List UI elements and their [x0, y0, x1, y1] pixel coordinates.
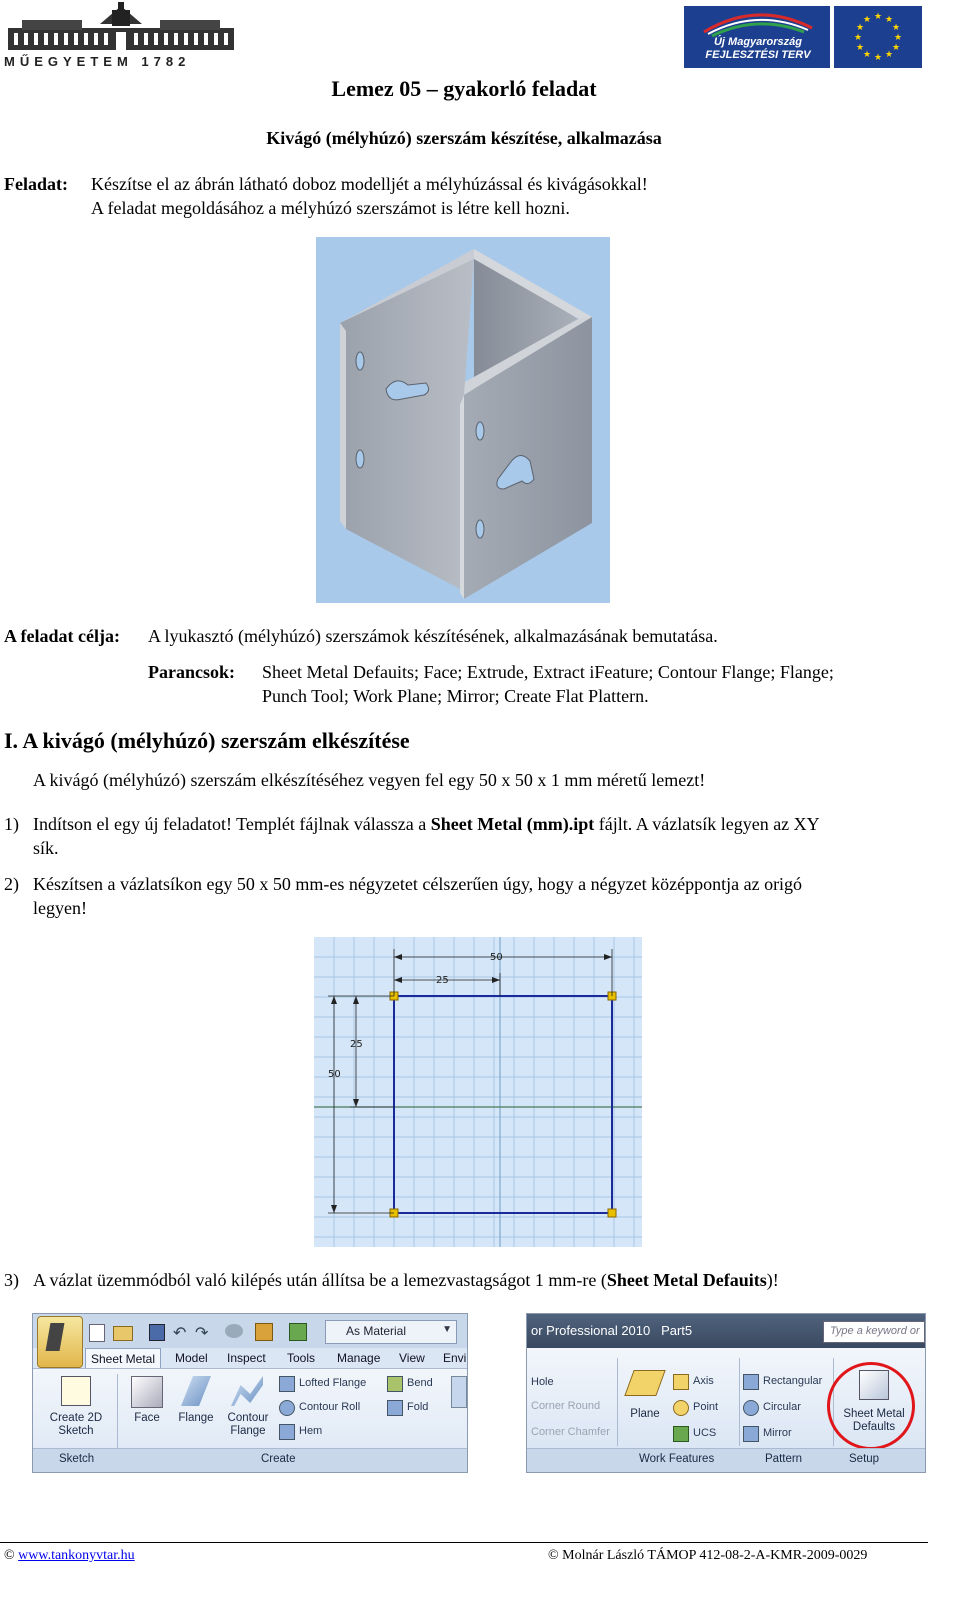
tab-sheet-metal[interactable]: Sheet Metal [85, 1348, 161, 1369]
ucs-label: UCS [693, 1427, 717, 1439]
dim-top-label: 50 [490, 952, 503, 963]
building-icon [4, 2, 238, 54]
sketch-screenshot [314, 937, 642, 1247]
contour-roll-icon [279, 1400, 295, 1416]
inventor-logo-icon [46, 1323, 65, 1351]
panel-sketch-title: Sketch [59, 1453, 95, 1465]
panel-divider [117, 1374, 118, 1454]
search-box[interactable] [823, 1321, 925, 1343]
plane-label: Plane [630, 1408, 660, 1420]
plane-button[interactable] [623, 1358, 667, 1428]
tab-inspect[interactable]: Inspect [227, 1351, 266, 1365]
panel-titlebar [33, 1448, 467, 1473]
circular-pattern-button[interactable] [743, 1398, 833, 1418]
rectangular-label: Rectangular [763, 1375, 823, 1387]
dim-left-half-label: 25 [350, 1039, 363, 1050]
flange-button[interactable] [173, 1374, 219, 1442]
eu-stars-icon [834, 6, 922, 68]
footer-right: © Molnár László TÁMOP 412-08-2-A-KMR-2009-0029 [548, 1548, 868, 1563]
axis-label: Axis [693, 1375, 714, 1387]
tab-view[interactable]: View [399, 1351, 425, 1365]
svg-text:★: ★ [873, 12, 883, 22]
svg-text:★: ★ [884, 50, 894, 60]
goal-text: A lyukasztó (mélyhúzó) szerszámok készítésének, alkalmazásának bemutatása. [148, 626, 718, 646]
bme-logo [4, 2, 238, 70]
update-icon[interactable] [289, 1323, 307, 1341]
point-icon [673, 1400, 689, 1416]
step-2-number: 2) [4, 874, 19, 894]
save-icon[interactable] [149, 1324, 165, 1341]
hem-label: Hem [299, 1425, 323, 1437]
uj-magyarorszag-logo [684, 6, 830, 68]
tab-tools[interactable]: Tools [287, 1351, 316, 1365]
circular-label: Circular [763, 1401, 801, 1413]
svg-text:★: ★ [855, 43, 865, 53]
uj-magyarorszag-text: Új Magyarország FEJLESZTÉSI TERV [705, 36, 811, 61]
contour-flange-icon [231, 1376, 263, 1406]
new-file-icon[interactable] [89, 1324, 105, 1342]
step-1-text-line-2: sík. [33, 838, 59, 858]
next-tool-icon[interactable] [451, 1376, 467, 1408]
ribbon-screenshot-left [32, 1313, 468, 1473]
contour-flange-button[interactable] [221, 1374, 275, 1442]
tab-environments[interactable]: Envi [443, 1351, 467, 1365]
chevron-down-icon: ▼ [442, 1324, 452, 1335]
panel-divider [617, 1358, 618, 1446]
contour-flange-label: Contour Flange [227, 1412, 269, 1437]
mirror-label: Mirror [763, 1427, 792, 1439]
section-heading: I. A kivágó (mélyhúzó) szerszám elkészítése [4, 728, 410, 753]
box-model-render [316, 237, 610, 603]
step-2-text: Készítsen a vázlatsíkon egy 50 x 50 mm-es négyzetet célszerűen úgy, hogy a négyzet középpontja az origó [33, 874, 803, 894]
ribbon-tabs [33, 1348, 467, 1368]
face-icon [131, 1376, 163, 1408]
fold-label: Fold [407, 1401, 429, 1413]
svg-text:★: ★ [891, 43, 901, 53]
point-label: Point [693, 1401, 719, 1413]
page-subtitle: Kivágó (mélyhúzó) szerszám készítése, alkalmazása [266, 128, 662, 148]
section-intro: A kivágó (mélyhúzó) szerszám elkészítéséhez vegyen fel egy 50 x 50 x 1 mm méretű lemezt! [33, 770, 706, 790]
highlight-circle [827, 1362, 915, 1450]
face-button[interactable] [125, 1374, 169, 1442]
footer-left: © www.tankonyvtar.hu [4, 1548, 135, 1563]
ribbon-screenshot-right [526, 1313, 926, 1473]
svg-text:★: ★ [855, 23, 865, 33]
ucs-button[interactable] [673, 1424, 737, 1444]
bend-icon [387, 1376, 403, 1392]
contour-roll-label: Contour Roll [299, 1401, 361, 1413]
mirror-button[interactable] [743, 1424, 823, 1444]
bme-logo-text: MŰEGYETEM 1782 [4, 54, 191, 69]
contour-roll-button[interactable] [279, 1398, 389, 1418]
fold-icon [387, 1400, 403, 1416]
eu-flag-logo [834, 6, 922, 68]
create-2d-sketch-button[interactable] [41, 1374, 111, 1442]
search-placeholder: Type a keyword or [830, 1325, 920, 1337]
hem-button[interactable] [279, 1422, 389, 1442]
flange-icon [181, 1376, 211, 1406]
sheet-metal-defaults-label: Sheet Metal Defaults [843, 1408, 905, 1433]
task-line-2: A feladat megoldásához a mélyhúzó szerszámot is létre kell hozni. [91, 198, 570, 218]
svg-text:★: ★ [862, 15, 872, 25]
lofted-flange-icon [279, 1376, 295, 1392]
fold-button[interactable] [387, 1398, 457, 1418]
circular-pattern-icon [743, 1400, 759, 1416]
step-3-text: A vázlat üzemmódból való kilépés után állítsa be a lemezvastagságot 1 mm-re (Sheet Metal Defauits)! [33, 1270, 779, 1290]
commands-label: Parancsok: [148, 662, 235, 682]
svg-text:★: ★ [884, 15, 894, 25]
flange-label: Flange [178, 1412, 214, 1424]
properties-icon[interactable] [255, 1323, 273, 1341]
svg-text:★: ★ [853, 33, 863, 43]
tab-model[interactable]: Model [175, 1351, 208, 1365]
panel-setup-title: Setup [849, 1453, 880, 1465]
svg-text:★: ★ [891, 23, 901, 33]
sketch-pencil-icon [61, 1376, 91, 1406]
select-icon[interactable] [225, 1324, 243, 1338]
step-3-number: 3) [4, 1270, 19, 1290]
footer-rule [0, 1542, 928, 1543]
commands-line-2: Punch Tool; Work Plane; Mirror; Create Flat Plattern. [262, 686, 649, 706]
dim-top-half-label: 25 [436, 975, 449, 986]
commands-line-1: Sheet Metal Defauits; Face; Extrude, Extract iFeature; Contour Flange; Flange; [262, 662, 834, 682]
sheet-metal-box-image [316, 237, 610, 603]
dim-left-label: 50 [328, 1069, 341, 1080]
undo-icon[interactable]: ↶ [173, 1325, 187, 1342]
tankonyvtar-link[interactable]: www.tankonyvtar.hu [18, 1548, 135, 1563]
material-dropdown[interactable] [325, 1320, 457, 1344]
bend-button[interactable] [387, 1374, 457, 1394]
ucs-icon [673, 1426, 689, 1442]
step-2-text-line-2: legyen! [33, 898, 87, 918]
bend-label: Bend [407, 1377, 433, 1389]
svg-text:★: ★ [862, 50, 872, 60]
corner-round-button[interactable]: Corner Round [531, 1400, 601, 1412]
svg-text:★: ★ [873, 53, 883, 63]
panel-pattern-title: Pattern [765, 1453, 803, 1465]
material-value: As Material [346, 1324, 407, 1338]
axis-icon [673, 1374, 689, 1390]
corner-chamfer-button[interactable]: Corner Chamfer [531, 1426, 610, 1438]
create-2d-sketch-label: Create 2D Sketch [49, 1412, 103, 1437]
face-label: Face [134, 1412, 160, 1424]
app-title: or Professional 2010 Part5 [531, 1323, 693, 1338]
goal-label: A feladat célja: [4, 626, 120, 646]
redo-icon[interactable]: ↷ [195, 1325, 209, 1342]
hem-icon [279, 1424, 295, 1440]
rectangular-pattern-button[interactable] [743, 1372, 843, 1392]
panel-create-title: Create [261, 1453, 296, 1465]
task-line-1: Készítse el az ábrán látható doboz modelljét a mélyhúzással és kivágásokkal! [91, 174, 648, 194]
open-folder-icon[interactable] [113, 1326, 133, 1341]
point-button[interactable] [673, 1398, 743, 1418]
step-1-text: Indítson el egy új feladatot! Templét fájlnak válassza a Sheet Metal (mm).ipt fájlt. A vázlatsík legyen az XY [33, 814, 820, 834]
panel-work-features-title: Work Features [639, 1453, 715, 1465]
lofted-flange-button[interactable] [279, 1374, 389, 1394]
rectangular-pattern-icon [743, 1374, 759, 1390]
mirror-icon [743, 1426, 759, 1442]
lofted-flange-label: Lofted Flange [299, 1377, 367, 1389]
panel-divider [739, 1358, 740, 1446]
plane-icon [624, 1370, 665, 1396]
task-label: Feladat: [4, 174, 68, 194]
sketch-grid-image [314, 937, 642, 1247]
svg-text:★: ★ [893, 33, 903, 43]
step-1-number: 1) [4, 814, 19, 834]
hole-button[interactable]: Hole [531, 1376, 554, 1388]
axis-button[interactable] [673, 1372, 737, 1392]
tab-manage[interactable]: Manage [337, 1351, 381, 1365]
page-title: Lemez 05 – gyakorló feladat [331, 76, 597, 101]
